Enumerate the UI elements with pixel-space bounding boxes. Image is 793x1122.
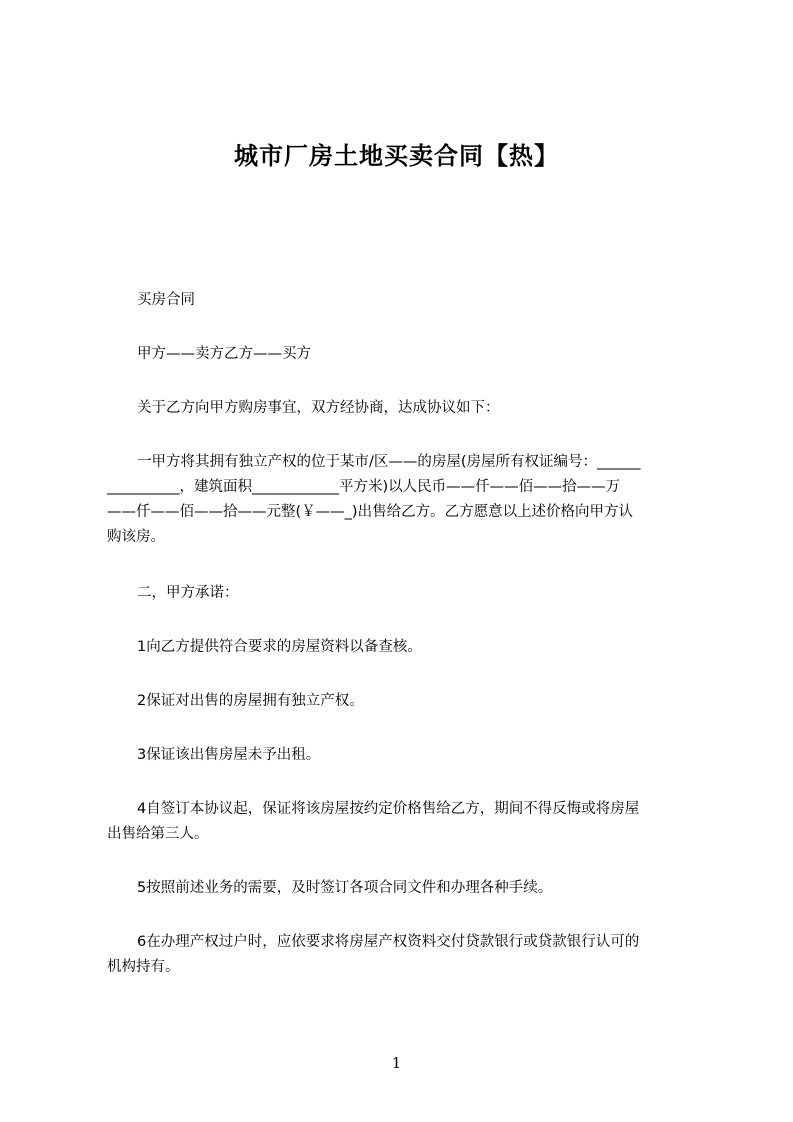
paragraph-party-a-promises bbox=[107, 581, 701, 606]
paragraph-line: 购该房。 bbox=[107, 529, 165, 545]
paragraph-text: 关于乙方向甲方购房事宜，双方经协商，达成协议如下： bbox=[137, 400, 500, 416]
paragraph-line: 一甲方将其拥有独立产权的位于某市/区——的房屋(房屋所有权证编号：______ bbox=[137, 454, 641, 470]
paragraph-item-2 bbox=[107, 689, 701, 714]
paragraph-line: 4自签订本协议起，保证将该房屋按约定价格售给乙方，期间不得反悔或将房屋 bbox=[137, 801, 640, 817]
page-number: 1 bbox=[391, 1054, 402, 1072]
paragraph-text: 1向乙方提供符合要求的房屋资料以备查核。 bbox=[137, 639, 422, 655]
paragraph-line: 机构持有。 bbox=[107, 959, 180, 975]
document-title: 城市厂房土地买卖合同【热】 bbox=[234, 142, 559, 170]
paragraph-text: 甲方——卖方乙方——买方 bbox=[137, 346, 311, 362]
paragraph-text: 2保证对出售的房屋拥有独立产权。 bbox=[137, 693, 364, 709]
paragraph-text: 3保证该出售房屋未予出租。 bbox=[137, 747, 321, 763]
paragraph-parties bbox=[107, 342, 701, 367]
paragraph-line: ——仟——佰——拾——元整(￥——_)出售给乙方。乙方愿意以上述价格向甲方认 bbox=[107, 504, 634, 520]
paragraph-item-3 bbox=[107, 743, 701, 768]
paragraph-intro bbox=[107, 396, 701, 421]
paragraph-item-1 bbox=[107, 635, 701, 660]
paragraph-buy-house-contract bbox=[107, 288, 701, 313]
paragraph-clause-one bbox=[107, 450, 701, 550]
paragraph-line: __________，建筑面积____________平方米)以人民币——仟——佰——拾——万 bbox=[107, 479, 621, 495]
paragraph-text: 买房合同 bbox=[137, 292, 195, 308]
paragraph-item-5 bbox=[107, 876, 701, 901]
paragraph-item-6 bbox=[107, 930, 701, 980]
paragraph-item-4 bbox=[107, 797, 701, 847]
paragraph-text: 5按照前述业务的需要，及时签订各项合同文件和办理各种手续。 bbox=[137, 880, 553, 896]
paragraph-line: 6在办理产权过户时，应依要求将房屋产权资料交付贷款银行或贷款银行认可的 bbox=[137, 934, 640, 950]
paragraph-text: 二，甲方承诺： bbox=[137, 585, 239, 601]
paragraph-line: 出售给第三人。 bbox=[107, 826, 209, 842]
